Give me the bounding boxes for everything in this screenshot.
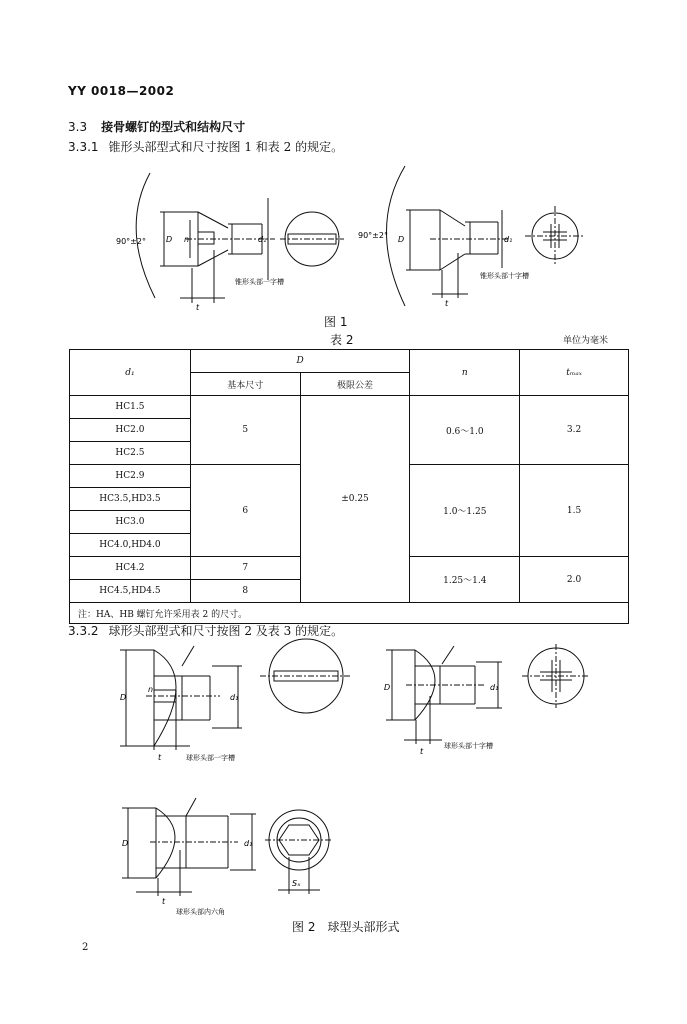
fig2-dim-d1: d₁ bbox=[230, 693, 239, 702]
table-row bbox=[70, 396, 629, 419]
fig2-dim-n: n bbox=[148, 685, 154, 694]
caption-ball-slot: 球形头部一字槽 bbox=[186, 754, 235, 762]
figure-1-drawing bbox=[100, 158, 600, 326]
fig2-dim-t-3: t bbox=[162, 897, 166, 906]
table-2 bbox=[69, 349, 629, 624]
table-header-row bbox=[70, 350, 629, 373]
cell-d1: HC1.5 bbox=[70, 396, 191, 419]
cell-D-basic: 6 bbox=[190, 465, 300, 557]
figure-2-title: 图 2 球型头部形式 bbox=[292, 920, 400, 934]
fig2-dim-d1-2: d₁ bbox=[490, 683, 499, 692]
dim-d1-label-2: d₁ bbox=[504, 235, 513, 244]
caption-ball-cross: 球形头部十字槽 bbox=[444, 742, 493, 750]
cell-tmax: 1.5 bbox=[520, 465, 629, 557]
cell-d1: HC2.0 bbox=[70, 419, 191, 442]
fig2-dim-s: Sₓ bbox=[292, 879, 301, 888]
clause-text: 球形头部型式和尺寸按图 2 及表 3 的规定。 bbox=[108, 624, 344, 638]
header-D: D bbox=[190, 350, 410, 373]
header-d1: d₁ bbox=[70, 350, 191, 396]
cell-D-basic: 8 bbox=[190, 580, 300, 603]
dim-t-label: t bbox=[196, 303, 200, 312]
table-note-row bbox=[70, 603, 629, 624]
figure-2-drawing bbox=[110, 636, 610, 936]
cell-D-basic: 7 bbox=[190, 557, 300, 580]
angle-label-2: 90°±2° bbox=[358, 231, 388, 240]
cell-d1: HC2.9 bbox=[70, 465, 191, 488]
caption-conical-slot: 锥形头部一字槽 bbox=[235, 278, 284, 286]
cell-d1: HC4.2 bbox=[70, 557, 191, 580]
cell-d1: HC3.5,HD3.5 bbox=[70, 488, 191, 511]
cell-n: 0.6～1.0 bbox=[410, 396, 520, 465]
section-title: 接骨螺钉的型式和结构尺寸 bbox=[101, 120, 246, 134]
clause-text: 锥形头部型式和尺寸按图 1 和表 2 的规定。 bbox=[108, 140, 344, 154]
dim-t-label-2: t bbox=[445, 299, 449, 308]
cell-d1: HC4.5,HD4.5 bbox=[70, 580, 191, 603]
clause-number: 3.3.2 bbox=[68, 624, 99, 638]
cell-n: 1.25～1.4 bbox=[410, 557, 520, 603]
cell-tolerance: ±0.25 bbox=[300, 396, 410, 603]
dim-n-label: n bbox=[184, 235, 190, 244]
dim-d1-label: d₁ bbox=[258, 235, 267, 244]
fig2-dim-D: D bbox=[120, 693, 127, 702]
caption-ball-hex: 球形头部内六角 bbox=[176, 908, 225, 916]
clause-number: 3.3.1 bbox=[68, 140, 99, 154]
fig2-dim-t: t bbox=[158, 753, 162, 762]
dim-D-label-2: D bbox=[398, 235, 405, 244]
fig2-dim-D-3: D bbox=[122, 839, 129, 848]
fig2-dim-t-2: t bbox=[420, 747, 424, 756]
figure-1-title: 图 1 bbox=[324, 315, 348, 329]
dim-D-label: D bbox=[166, 235, 173, 244]
standard-number: YY 0018—2002 bbox=[68, 84, 175, 98]
cell-D-basic: 5 bbox=[190, 396, 300, 465]
angle-arc bbox=[136, 173, 155, 298]
fig2-dim-d1-3: d₁ bbox=[244, 839, 253, 848]
cell-n: 1.0～1.25 bbox=[410, 465, 520, 557]
angle-label: 90°±2° bbox=[116, 237, 146, 246]
cell-d1: HC3.0 bbox=[70, 511, 191, 534]
cell-tmax: 3.2 bbox=[520, 396, 629, 465]
fig2-dim-D-2: D bbox=[384, 683, 391, 692]
section-number: 3.3 bbox=[68, 120, 88, 134]
header-tolerance: 极限公差 bbox=[300, 373, 410, 396]
header-basic-size: 基本尺寸 bbox=[190, 373, 300, 396]
section-heading-3-3 bbox=[68, 118, 245, 135]
table-2-title: 表 2 bbox=[330, 333, 354, 347]
caption-conical-cross: 锥形头部十字槽 bbox=[480, 272, 529, 280]
header-tmax: tₘₐₓ bbox=[520, 350, 629, 396]
table-unit: 单位为毫米 bbox=[563, 336, 609, 346]
cell-tmax: 2.0 bbox=[520, 557, 629, 603]
clause-3-3-1 bbox=[68, 138, 343, 155]
cell-d1: HC2.5 bbox=[70, 442, 191, 465]
cell-d1: HC4.0,HD4.0 bbox=[70, 534, 191, 557]
header-n: n bbox=[410, 350, 520, 396]
table-note: 注：HA、HB 螺钉允许采用表 2 的尺寸。 bbox=[70, 603, 629, 624]
page-number: 2 bbox=[82, 942, 89, 953]
